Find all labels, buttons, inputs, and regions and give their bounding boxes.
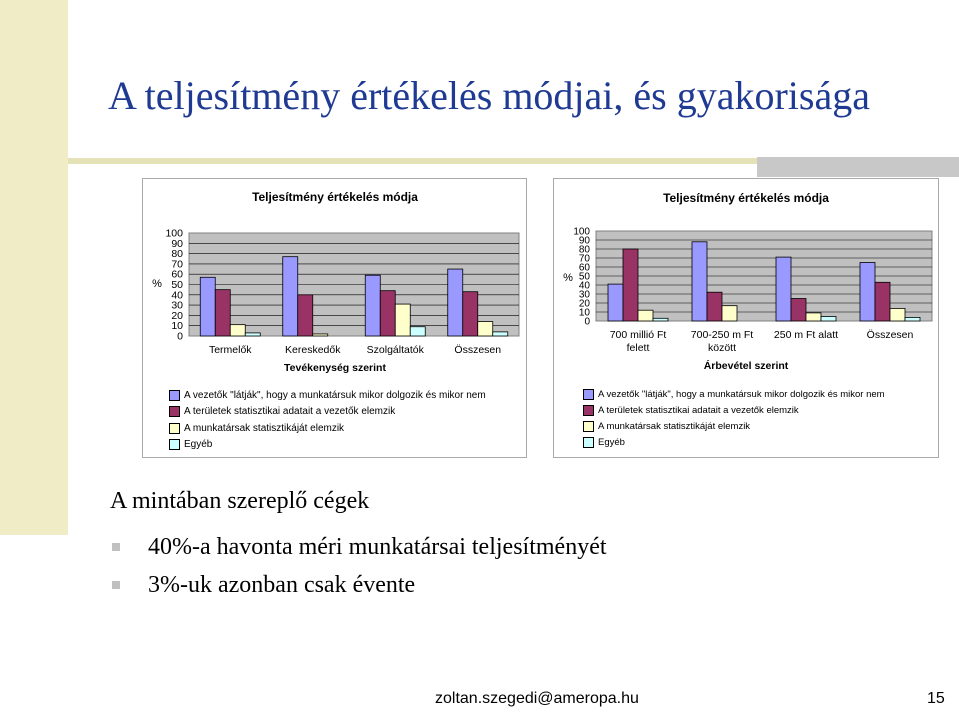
legend-label: Egyéb [598,436,625,448]
y-tick-label: 100 [165,227,183,240]
bar [860,263,875,322]
bar [298,295,313,336]
bullet-item [110,572,415,599]
legend-item [169,404,486,421]
bullet-text: 3%-uk azonban csak évente [148,572,416,598]
legend-swatch [169,423,180,434]
x-tick-label: felett [626,342,650,354]
bar [448,269,463,336]
chart-by-activity [142,178,527,458]
chart-by-revenue [553,178,939,458]
bar [875,282,890,321]
left-accent-bar [0,0,68,535]
legend-swatch [169,439,180,450]
y-tick-label: 40 [578,280,590,292]
legend-swatch [583,389,594,400]
x-axis-label: Árbevétel szerint [703,360,789,372]
chart-title: Teljesítmény értékelés módja [663,191,829,205]
bar [380,291,395,336]
bar [653,318,668,321]
legend-item [583,434,885,450]
bar [463,292,478,336]
y-tick-label: 100 [573,226,590,238]
y-tick-label: 80 [578,244,590,256]
y-tick-label: 30 [171,299,183,312]
x-tick-label: 700-250 m Ft [690,329,754,341]
legend-label: A munkatársak statisztikáját elemzik [598,420,751,432]
bar [692,242,707,321]
y-tick-label: 70 [578,253,590,265]
y-tick-label: 60 [171,268,183,281]
bar [245,333,260,336]
bar [215,290,230,336]
chart-by-revenue-plot [554,179,938,384]
intro-line: A mintában szereplő cégek [110,488,370,514]
bar [478,322,493,336]
title-corner-block [757,157,959,177]
y-tick-label: 50 [578,271,590,283]
bar [410,327,425,336]
bar [395,304,410,336]
legend-label: A vezetők "látják", hogy a munkatársuk mikor dolgozik és mikor nem [598,388,885,400]
legend-item [169,420,486,437]
x-tick-label: 700 millió Ft [609,329,667,341]
bullet-square-icon [112,581,120,589]
chart-title: Teljesítmény értékelés módja [252,190,418,204]
y-axis-label: % [563,272,573,284]
legend-label: A munkatársak statisztikáját elemzik [184,422,345,434]
bar [821,317,836,322]
bar [890,308,905,321]
chart-by-activity-plot [143,179,526,384]
chart-by-activity-legend [169,387,486,453]
legend-swatch [583,405,594,416]
y-tick-label: 0 [584,316,590,328]
legend-swatch [583,421,594,432]
x-tick-label: Összesen [454,344,502,356]
y-tick-label: 50 [171,279,183,291]
legend-item [583,418,885,434]
bar [638,310,653,321]
slide-title: A teljesítmény értékelés módjai, és gyakorisága [108,73,870,118]
bullet-square-icon [112,543,120,551]
y-tick-label: 0 [177,330,183,343]
bar [230,325,245,336]
legend-item [169,437,486,454]
bullet-text: 40%-a havonta méri munkatársai teljesítményét [148,534,607,560]
bar [623,249,638,321]
x-tick-label: között [707,342,737,354]
bar [776,257,791,321]
y-tick-label: 30 [578,289,590,301]
y-tick-label: 80 [171,248,183,261]
legend-item [169,387,486,404]
y-tick-label: 20 [171,309,183,322]
y-tick-label: 40 [171,289,183,302]
y-axis-label: % [152,278,162,290]
y-tick-label: 20 [578,298,590,310]
page-number: 15 [927,690,945,707]
footer-email: zoltan.szegedi@ameropa.hu [435,690,639,707]
bar [905,317,920,321]
bar [493,332,508,336]
x-tick-label: Szolgáltatók [366,344,424,356]
legend-label: A vezetők "látják", hogy a munkatársuk mikor dolgozik és mikor nem [184,389,486,401]
bar [806,313,821,321]
x-tick-label: Termelők [208,344,252,356]
bar [313,334,328,336]
y-tick-label: 90 [171,237,183,250]
bar [200,277,215,336]
x-tick-label: Összesen [866,329,914,341]
bar [365,275,380,336]
x-axis-label: Tevékenység szerint [284,362,386,374]
legend-swatch [583,437,594,448]
chart-by-revenue-legend [583,386,885,450]
legend-item [583,386,885,402]
x-tick-label: 250 m Ft alatt [773,329,839,341]
bar [608,284,623,321]
legend-swatch [169,406,180,417]
bar [707,292,722,321]
y-tick-label: 10 [578,307,590,319]
y-tick-label: 10 [171,320,183,333]
legend-item [583,402,885,418]
bullet-item [110,534,607,561]
bar [791,299,806,322]
x-tick-label: Kereskedők [285,344,341,356]
y-tick-label: 90 [578,235,590,247]
legend-swatch [169,390,180,401]
y-tick-label: 60 [578,262,590,274]
bar [283,257,298,336]
legend-label: A területek statisztikai adatait a vezetők elemzik [598,404,799,416]
y-tick-label: 70 [171,258,183,271]
legend-label: Egyéb [184,439,213,451]
bar [722,306,737,321]
legend-label: A területek statisztikai adatait a vezetők elemzik [184,406,396,418]
